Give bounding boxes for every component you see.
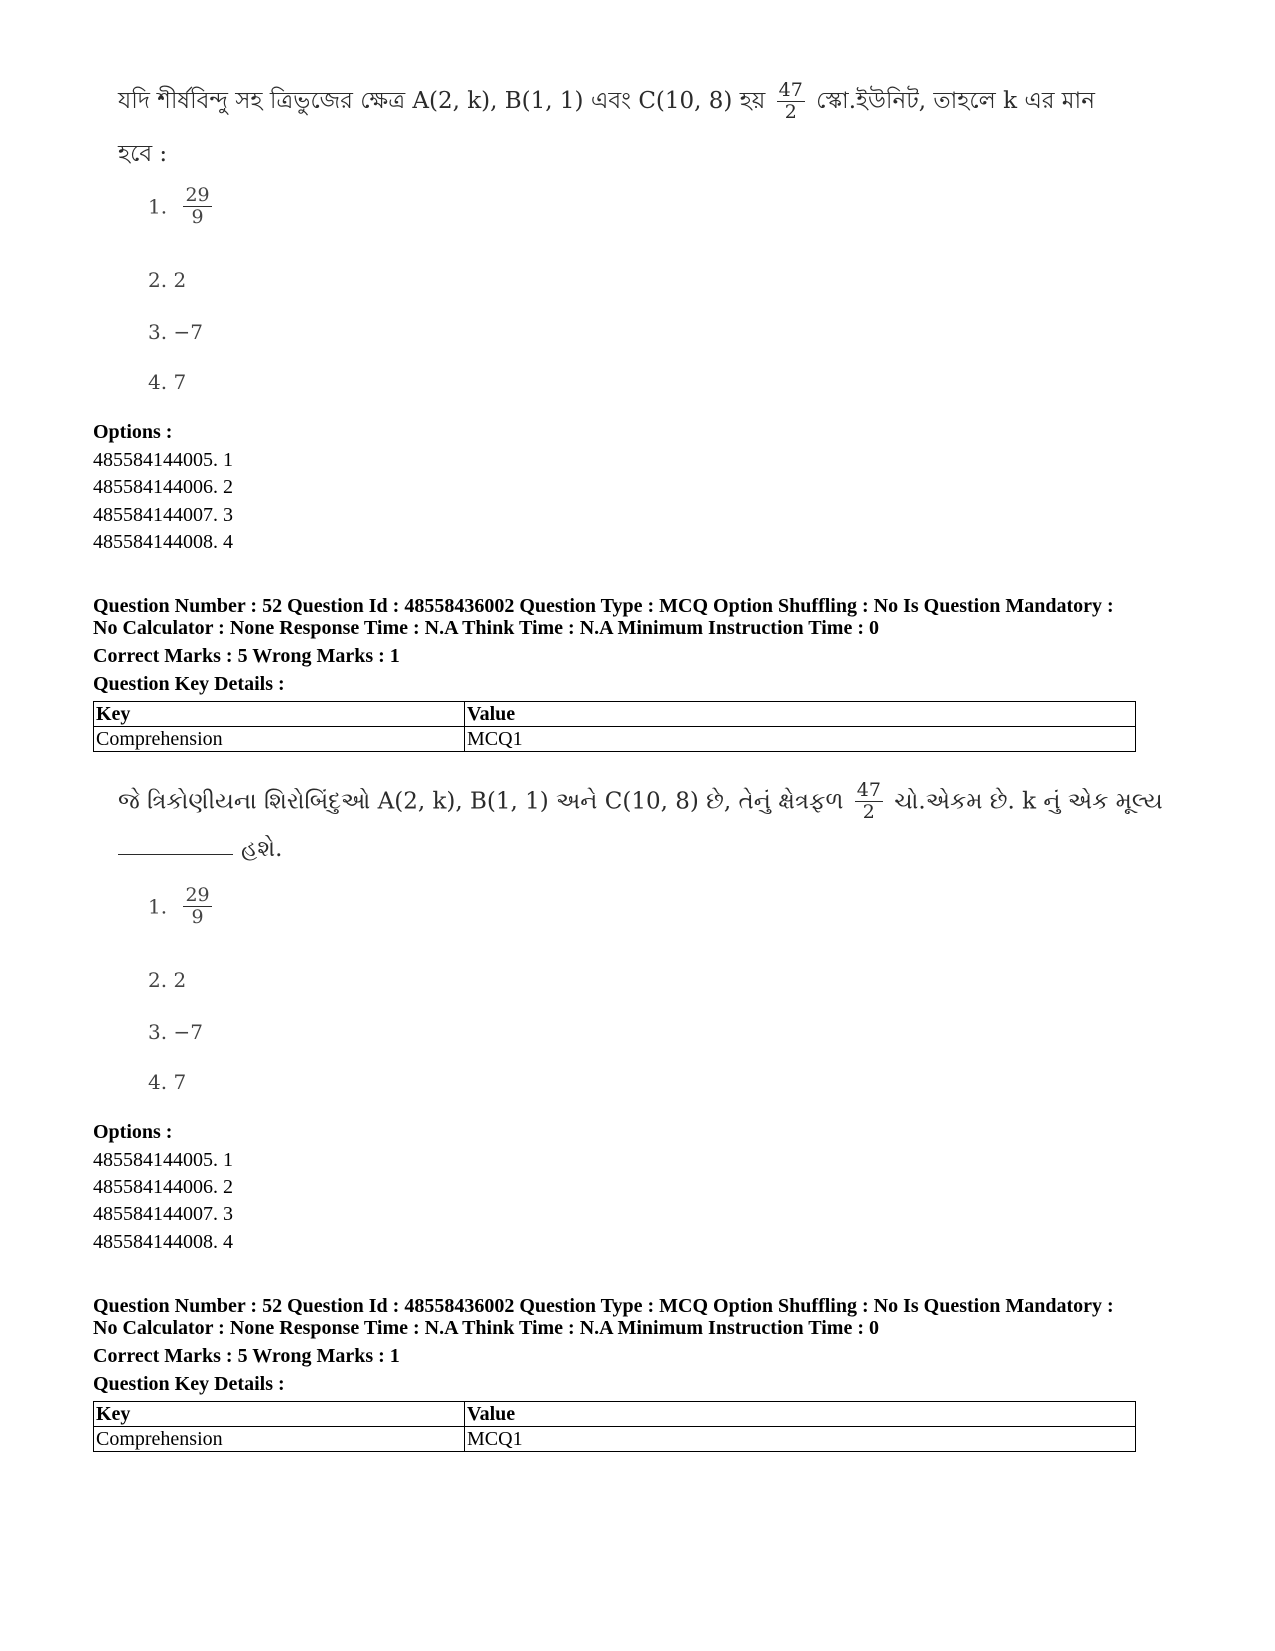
- question-meta-line: No Calculator : None Response Time : N.A Think Time : N.A Minimum Instruction Time : 0: [93, 617, 879, 639]
- option-item: 485584144006. 2: [93, 1176, 233, 1198]
- table-header-cell: Key: [94, 1402, 465, 1427]
- option-item: 485584144007. 3: [93, 504, 233, 526]
- option-item: 485584144005. 1: [93, 449, 233, 471]
- key-details-table: [93, 701, 1136, 752]
- question-meta-line: Question Number : 52 Question Id : 48558436002 Question Type : MCQ Option Shuffling : No Is Question Mandatory :: [93, 595, 1114, 617]
- table-header-row: [94, 702, 1136, 727]
- table-row: [94, 727, 1136, 752]
- question-text-line: [118, 780, 1163, 823]
- question-option: 3. −7: [148, 320, 203, 344]
- question-text: જે ત્રિકોણીયના શિરોબિંદુઓ A(2, k), B(1, 1) અને C(10, 8) છે, તેનું ક્ષેત્રફળ: [118, 788, 844, 815]
- option-item: 485584144006. 2: [93, 476, 233, 498]
- question-option: 4. 7: [148, 1070, 187, 1094]
- fraction: $\frac{47}{2}$: [856, 779, 881, 823]
- table-header-row: [94, 1402, 1136, 1427]
- question-option: 4. 7: [148, 370, 187, 394]
- question-option: 2. 2: [148, 268, 187, 292]
- answer-blank: [118, 854, 233, 855]
- options-heading: Options :: [93, 421, 173, 443]
- question-text-line: [118, 80, 1095, 123]
- question-option: 3. −7: [148, 1020, 203, 1044]
- question-option: 2. 2: [148, 968, 187, 992]
- table-row: [94, 1427, 1136, 1452]
- question-text-line: হবে :: [118, 141, 168, 167]
- question-option: 1. $\frac{29}{9}$: [148, 884, 210, 928]
- table-cell: Comprehension: [94, 727, 465, 752]
- question-meta-line: No Calculator : None Response Time : N.A Think Time : N.A Minimum Instruction Time : 0: [93, 1317, 879, 1339]
- key-details-heading: Question Key Details :: [93, 673, 285, 695]
- question-text: ચો.એકમ છે. k નું એક મૂલ્ય: [894, 788, 1163, 815]
- table-header-cell: Value: [465, 702, 1136, 727]
- table-cell: Comprehension: [94, 1427, 465, 1452]
- question-meta-line: Question Number : 52 Question Id : 48558436002 Question Type : MCQ Option Shuffling : No Is Question Mandatory :: [93, 1295, 1114, 1317]
- question-image-bengali: [110, 80, 1140, 400]
- option-item: 485584144008. 4: [93, 1231, 233, 1253]
- question-text-line: હશે.: [118, 835, 282, 862]
- marks-line: Correct Marks : 5 Wrong Marks : 1: [93, 1345, 400, 1367]
- option-item: 485584144005. 1: [93, 1149, 233, 1171]
- marks-line: Correct Marks : 5 Wrong Marks : 1: [93, 645, 400, 667]
- table-cell: MCQ1: [465, 727, 1136, 752]
- key-details-heading: Question Key Details :: [93, 1373, 285, 1395]
- option-item: 485584144008. 4: [93, 531, 233, 553]
- fraction: $\frac{29}{9}$: [185, 184, 210, 228]
- key-details-table: [93, 1401, 1136, 1452]
- table-header-cell: Key: [94, 702, 465, 727]
- question-text: স্কো.ইউনিট, তাহলে k এর মান: [816, 88, 1095, 114]
- options-heading: Options :: [93, 1121, 173, 1143]
- question-option: 1. $\frac{29}{9}$: [148, 184, 210, 228]
- fraction: $\frac{47}{2}$: [778, 79, 803, 123]
- table-header-cell: Value: [465, 1402, 1136, 1427]
- option-item: 485584144007. 3: [93, 1203, 233, 1225]
- question-image-gujarati: [110, 779, 1163, 1100]
- table-cell: MCQ1: [465, 1427, 1136, 1452]
- fraction: $\frac{29}{9}$: [185, 884, 210, 928]
- question-text: যদি শীর্ষবিন্দু সহ ত্রিভুজের ক্ষেত্র A(2, k), B(1, 1) এবং C(10, 8) হয়: [118, 88, 766, 114]
